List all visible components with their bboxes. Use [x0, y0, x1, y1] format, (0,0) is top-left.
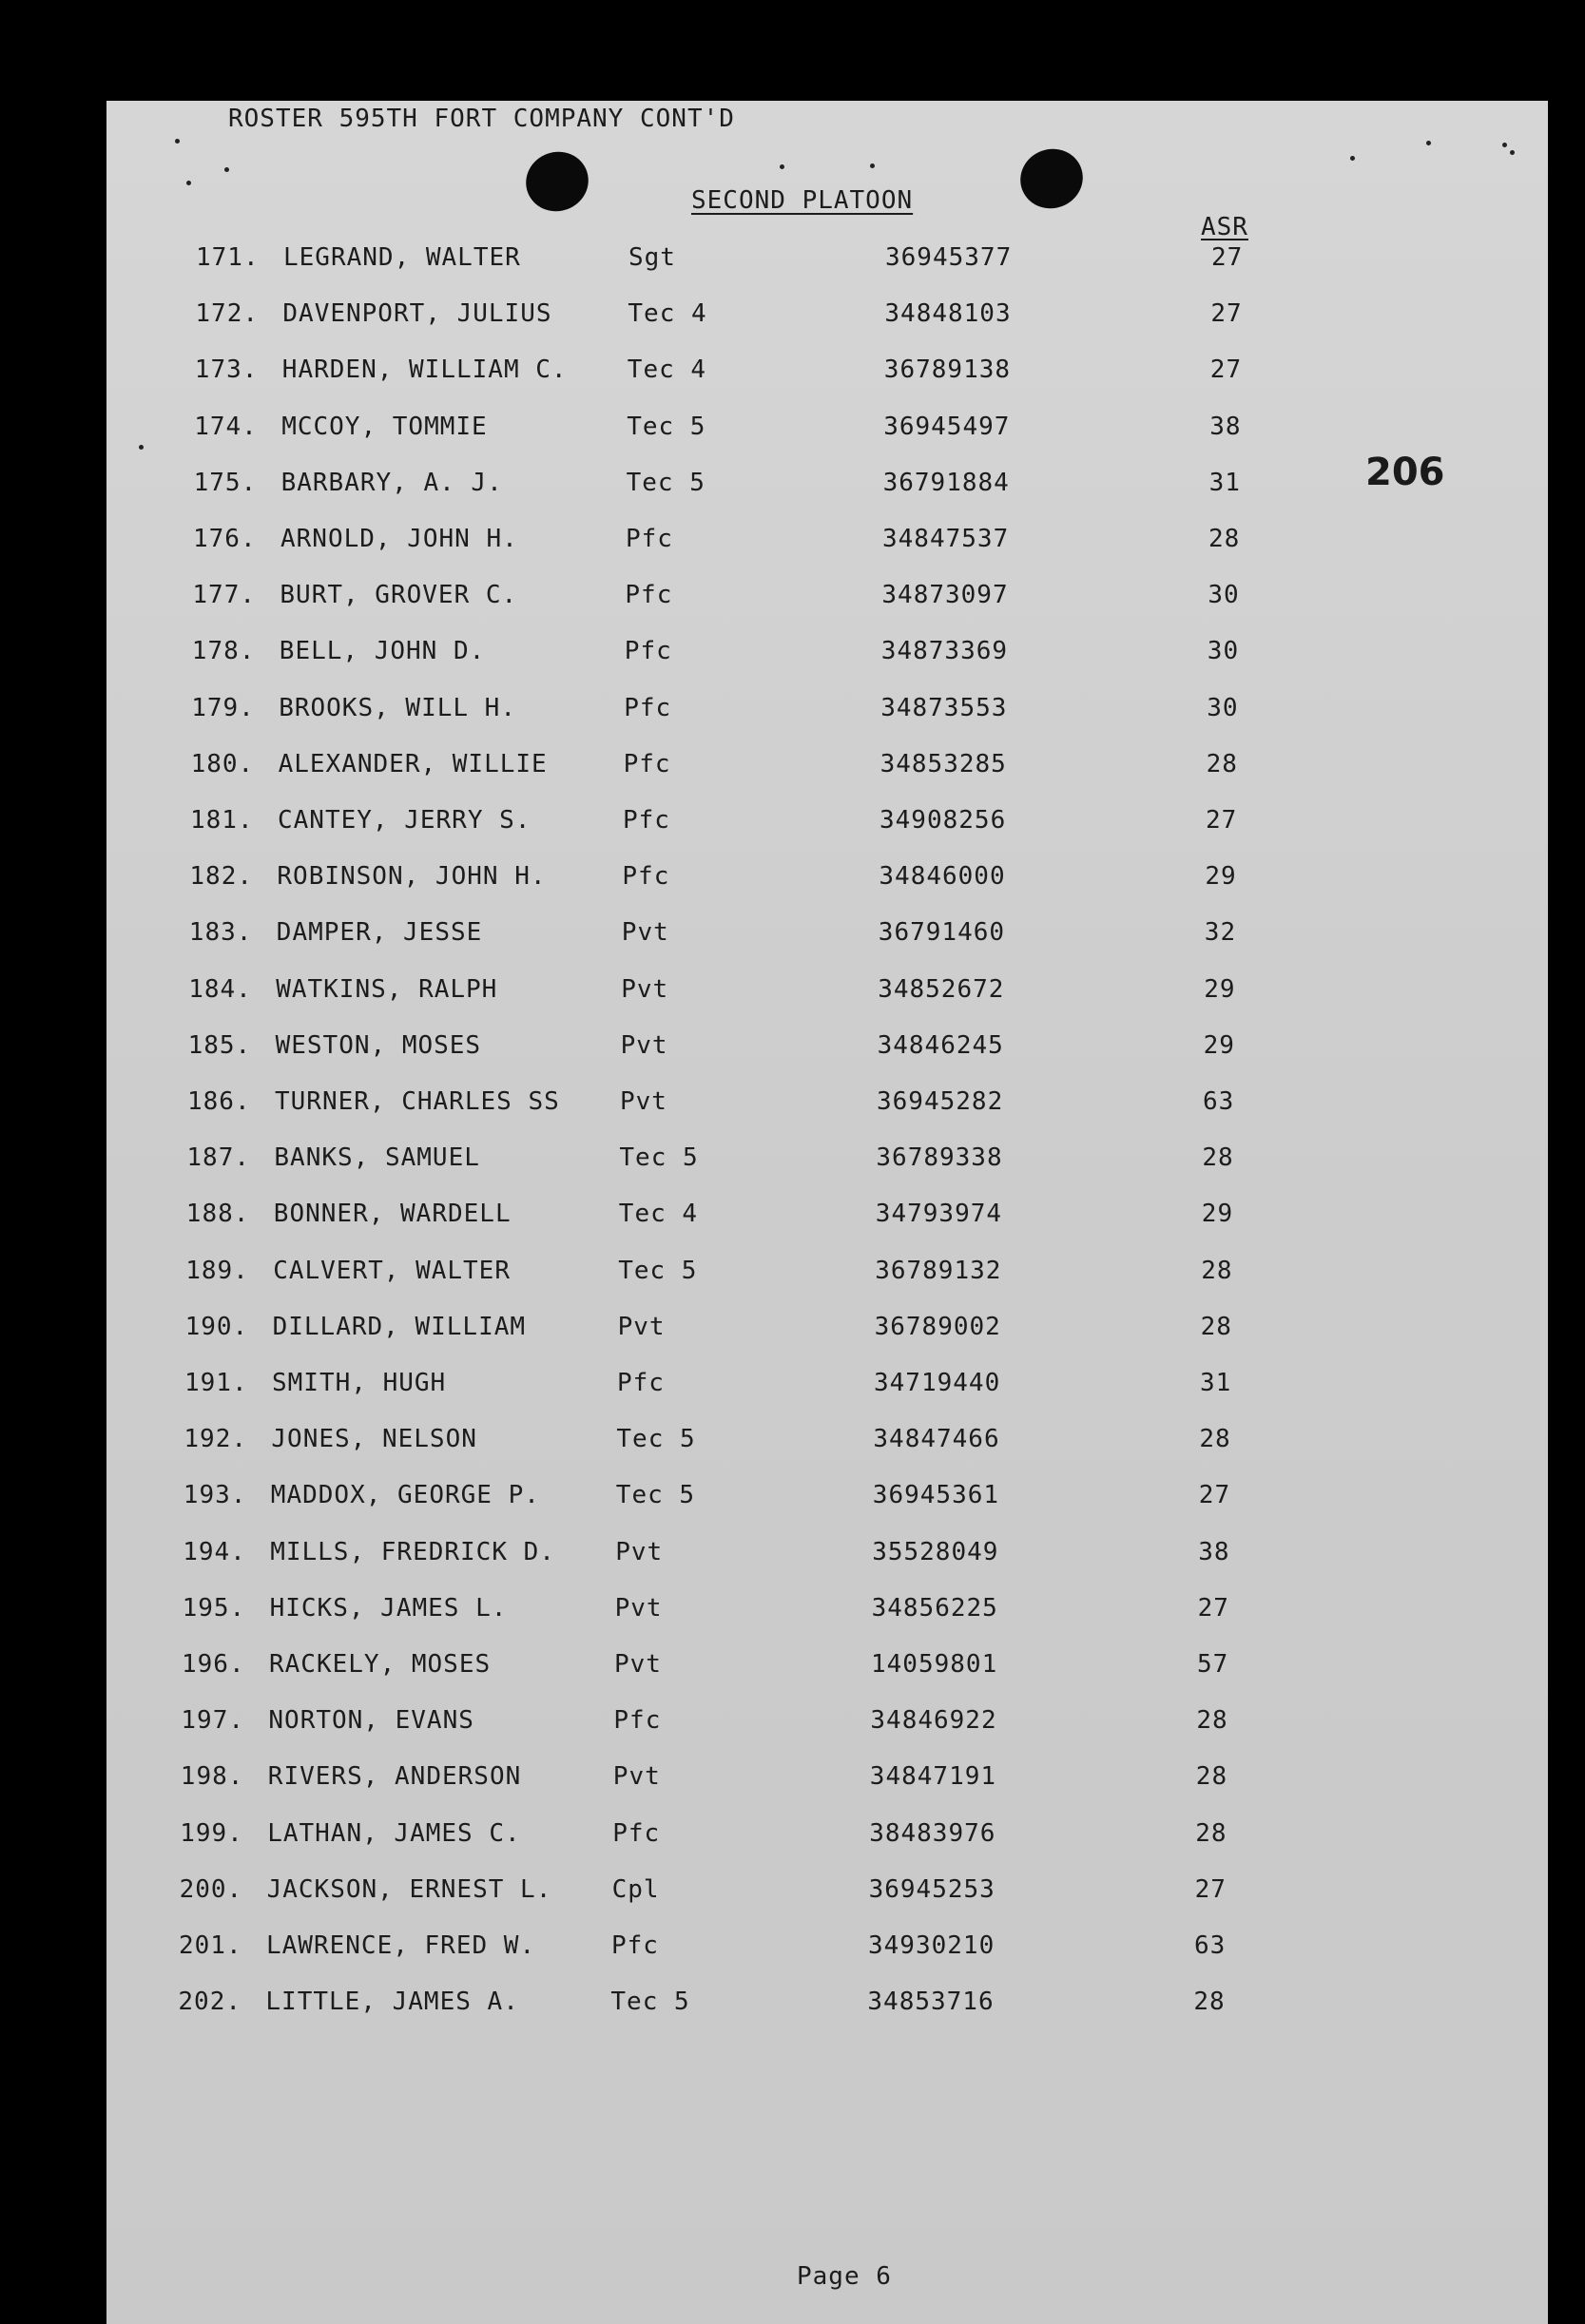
soldier-grade: Pvt	[617, 1312, 666, 1341]
soldier-name: MADDOX, GEORGE P.	[270, 1481, 540, 1510]
serial-number: 36791460	[878, 918, 1006, 948]
serial-number: 36945253	[868, 1874, 995, 1904]
soldier-name: BANKS, SAMUEL	[274, 1143, 480, 1173]
soldier-grade: Pvt	[614, 1650, 662, 1679]
serial-number: 34719440	[874, 1369, 1001, 1397]
roster-number: 178.	[191, 637, 256, 666]
soldier-grade: Sgt	[628, 243, 676, 272]
roster-number: 172.	[195, 299, 260, 329]
asr-score: 38	[1198, 1537, 1230, 1566]
serial-number: 34846000	[879, 862, 1006, 892]
soldier-grade: Tec 5	[619, 1143, 699, 1173]
roster-number: 199.	[180, 1818, 243, 1848]
soldier-name: TURNER, CHARLES SS	[275, 1087, 560, 1116]
speck	[1350, 156, 1355, 161]
asr-score: 38	[1209, 412, 1242, 441]
roster-number: 197.	[181, 1706, 245, 1736]
serial-number: 34852672	[878, 974, 1005, 1004]
asr-score: 28	[1195, 1818, 1227, 1848]
asr-score: 29	[1204, 974, 1236, 1004]
roster-number: 176.	[193, 525, 257, 553]
soldier-grade: Pfc	[612, 1818, 661, 1848]
soldier-name: ARNOLD, JOHN H.	[280, 525, 518, 553]
roster-number: 179.	[191, 693, 255, 722]
page-label: Page 6	[797, 2262, 892, 2291]
asr-score: 57	[1197, 1650, 1229, 1679]
asr-score: 28	[1199, 1425, 1231, 1454]
soldier-grade: Pfc	[624, 637, 672, 666]
asr-score: 28	[1206, 749, 1238, 778]
soldier-grade: Tec 4	[628, 299, 707, 329]
soldier-grade: Pvt	[612, 1762, 661, 1792]
soldier-grade: Tec 5	[626, 468, 706, 497]
soldier-grade: Tec 5	[615, 1481, 696, 1510]
asr-score: 31	[1200, 1369, 1232, 1397]
asr-score: 27	[1198, 1481, 1231, 1510]
soldier-name: BURT, GROVER C.	[280, 581, 518, 610]
roster-number: 185.	[187, 1030, 252, 1060]
roster-number: 187.	[186, 1143, 251, 1173]
roster-number: 195.	[182, 1593, 246, 1623]
soldier-name: CALVERT, WALTER	[273, 1256, 511, 1285]
speck	[1502, 143, 1507, 147]
speck	[1426, 141, 1431, 145]
roster-number: 190.	[184, 1312, 249, 1341]
asr-score: 28	[1208, 525, 1241, 553]
serial-number: 34873097	[881, 581, 1009, 610]
soldier-name: HICKS, JAMES L.	[269, 1593, 508, 1623]
soldier-grade: Pvt	[621, 918, 669, 948]
roster-number: 193.	[183, 1481, 247, 1510]
roster-number: 171.	[196, 243, 260, 272]
asr-score: 28	[1193, 1988, 1226, 2017]
soldier-grade: Pvt	[614, 1593, 663, 1623]
asr-score: 27	[1211, 243, 1244, 272]
soldier-name: LATHAN, JAMES C.	[267, 1818, 521, 1848]
asr-score: 27	[1209, 355, 1243, 385]
soldier-name: HARDEN, WILLIAM C.	[281, 355, 568, 385]
roster-title: ROSTER 595TH FORT COMPANY CONT'D	[228, 105, 735, 133]
soldier-grade: Pfc	[611, 1931, 659, 1960]
serial-number: 34930210	[868, 1931, 995, 1960]
soldier-name: BARBARY, A. J.	[280, 468, 503, 497]
soldier-name: ROBINSON, JOHN H.	[277, 862, 547, 892]
soldier-grade: Pfc	[623, 749, 671, 778]
speck	[186, 181, 191, 185]
asr-score: 27	[1210, 299, 1243, 329]
soldier-grade: Pfc	[626, 525, 673, 553]
soldier-grade: Tec 5	[610, 1988, 690, 2017]
asr-score: 31	[1208, 468, 1241, 497]
soldier-name: NORTON, EVANS	[268, 1706, 474, 1736]
asr-score: 30	[1207, 637, 1240, 666]
roster-number: 181.	[190, 806, 254, 835]
speck	[870, 163, 875, 168]
serial-number: 34847537	[882, 525, 1010, 553]
side-page-number: 206	[1365, 451, 1445, 494]
asr-score: 29	[1201, 1200, 1234, 1229]
serial-number: 34853285	[879, 749, 1007, 778]
soldier-name: JONES, NELSON	[271, 1425, 477, 1454]
serial-number: 34873553	[880, 693, 1008, 722]
asr-score: 30	[1208, 581, 1240, 610]
soldier-name: JACKSON, ERNEST L.	[266, 1874, 552, 1904]
asr-score: 28	[1200, 1312, 1232, 1341]
soldier-grade: Pvt	[620, 1030, 668, 1060]
platoon-heading: SECOND PLATOON	[691, 186, 914, 215]
soldier-name: WATKINS, RALPH	[276, 974, 498, 1004]
soldier-grade: Pfc	[613, 1706, 662, 1736]
asr-score: 30	[1207, 693, 1239, 722]
serial-number: 14059801	[871, 1650, 998, 1679]
serial-number: 34846922	[870, 1706, 997, 1736]
speck	[175, 139, 180, 144]
speck	[1510, 150, 1515, 155]
roster-number: 189.	[185, 1256, 249, 1285]
soldier-name: MILLS, FREDRICK D.	[270, 1537, 555, 1566]
soldier-name: RACKELY, MOSES	[269, 1650, 492, 1679]
serial-number: 35528049	[872, 1537, 999, 1566]
roster-number: 202.	[178, 1988, 242, 2017]
serial-number: 36789138	[883, 355, 1012, 385]
asr-score: 29	[1205, 862, 1237, 892]
soldier-name: BELL, JOHN D.	[279, 637, 486, 666]
asr-score: 28	[1202, 1143, 1234, 1173]
serial-number: 34793974	[875, 1200, 1003, 1229]
soldier-name: DAMPER, JESSE	[276, 918, 483, 948]
asr-column-header: ASR	[1201, 213, 1248, 241]
serial-number: 36789338	[876, 1143, 1003, 1173]
roster-number: 188.	[185, 1200, 250, 1229]
soldier-name: ALEXANDER, WILLIE	[278, 749, 548, 778]
roster-number: 182.	[189, 862, 254, 892]
serial-number: 36789132	[875, 1256, 1002, 1285]
soldier-grade: Pvt	[620, 1087, 667, 1116]
roster-number: 184.	[188, 974, 252, 1004]
asr-score: 29	[1203, 1030, 1235, 1060]
soldier-name: WESTON, MOSES	[275, 1030, 482, 1060]
soldier-grade: Pfc	[622, 862, 670, 892]
soldier-name: DAVENPORT, JULIUS	[282, 299, 552, 329]
roster-number: 174.	[194, 412, 258, 441]
serial-number: 36791884	[882, 468, 1010, 497]
serial-number: 34908256	[879, 806, 1007, 835]
asr-score: 27	[1206, 806, 1238, 835]
roster-number: 201.	[179, 1931, 242, 1960]
asr-score: 28	[1201, 1256, 1233, 1285]
serial-number: 34847466	[873, 1425, 1000, 1454]
soldier-grade: Cpl	[611, 1874, 660, 1904]
serial-number: 34873369	[880, 637, 1009, 666]
soldier-grade: Tec 5	[627, 412, 706, 441]
soldier-grade: Pfc	[624, 693, 672, 722]
roster-number: 200.	[179, 1874, 243, 1904]
asr-score: 28	[1196, 1706, 1228, 1736]
roster-number: 177.	[192, 581, 257, 610]
soldier-grade: Pfc	[625, 581, 673, 610]
asr-score: 27	[1197, 1593, 1229, 1623]
serial-number: 38483976	[869, 1818, 996, 1848]
asr-score: 63	[1194, 1931, 1227, 1960]
roster-number: 180.	[190, 749, 255, 778]
soldier-grade: Pfc	[617, 1369, 665, 1397]
roster-number: 191.	[184, 1369, 248, 1397]
soldier-name: BROOKS, WILL H.	[279, 693, 516, 722]
speck	[139, 445, 144, 450]
roster-number: 173.	[194, 355, 259, 385]
serial-number: 34856225	[871, 1593, 998, 1623]
soldier-grade: Tec 5	[618, 1256, 698, 1285]
asr-score: 32	[1204, 918, 1237, 948]
soldier-name: LAWRENCE, FRED W.	[266, 1931, 536, 1960]
soldier-name: BONNER, WARDELL	[273, 1200, 512, 1229]
soldier-grade: Tec 4	[618, 1200, 699, 1229]
serial-number: 36945282	[877, 1087, 1004, 1116]
soldier-name: DILLARD, WILLIAM	[272, 1312, 527, 1341]
asr-score: 27	[1194, 1874, 1227, 1904]
soldier-name: SMITH, HUGH	[272, 1369, 447, 1397]
speck	[224, 167, 229, 172]
roster-number: 196.	[182, 1650, 245, 1679]
roster-number: 192.	[184, 1425, 248, 1454]
asr-score: 28	[1195, 1762, 1228, 1792]
asr-score: 63	[1203, 1087, 1235, 1116]
soldier-name: LITTLE, JAMES A.	[265, 1988, 519, 2017]
serial-number: 34847191	[869, 1762, 997, 1792]
serial-number: 34848103	[884, 299, 1012, 329]
roster-number: 175.	[193, 468, 258, 497]
roster-number: 186.	[187, 1087, 251, 1116]
serial-number: 36945497	[883, 412, 1011, 441]
roster-number: 198.	[180, 1762, 244, 1792]
soldier-grade: Pvt	[621, 974, 669, 1004]
serial-number: 36945361	[872, 1481, 1000, 1510]
speck	[780, 164, 784, 169]
serial-number: 34853716	[867, 1988, 995, 2017]
soldier-name: CANTEY, JERRY S.	[278, 806, 532, 835]
soldier-grade: Pvt	[615, 1537, 664, 1566]
soldier-name: MCCOY, TOMMIE	[281, 412, 488, 441]
roster-number: 194.	[183, 1537, 246, 1566]
roster-number: 183.	[188, 918, 253, 948]
soldier-grade: Pfc	[623, 806, 670, 835]
serial-number: 36789002	[874, 1312, 1001, 1341]
soldier-grade: Tec 4	[627, 355, 707, 385]
soldier-grade: Tec 5	[616, 1425, 696, 1454]
serial-number: 36945377	[885, 243, 1013, 272]
serial-number: 34846245	[877, 1030, 1004, 1060]
soldier-name: RIVERS, ANDERSON	[267, 1762, 522, 1792]
soldier-name: LEGRAND, WALTER	[283, 243, 521, 272]
